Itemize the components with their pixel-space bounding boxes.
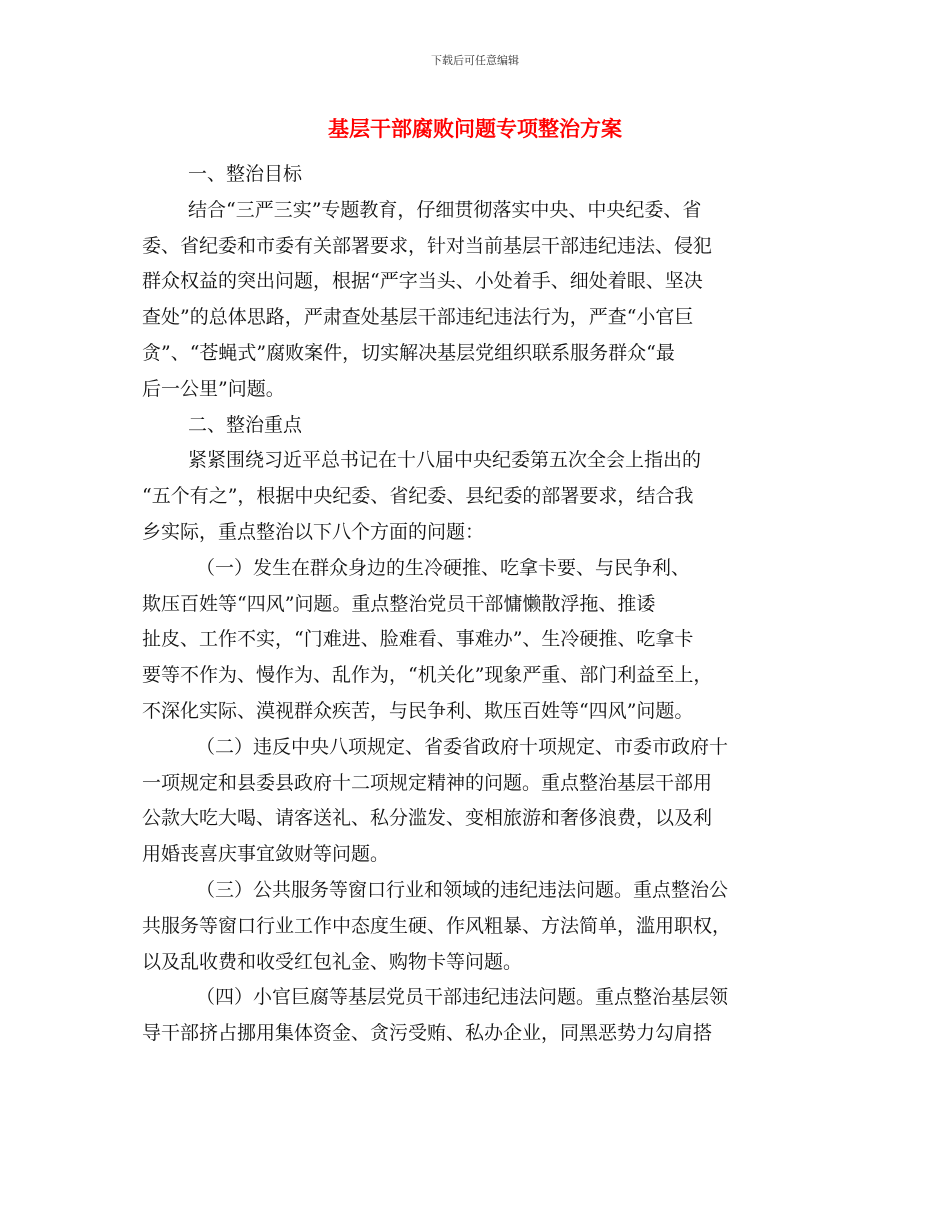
text-line: 扯皮、工作不实，“门难进、脸难看、事难办”、生冷硬推、吃拿卡 [142, 628, 694, 651]
document-title: 基层干部腐败问题专项整治方案 [328, 116, 622, 141]
text-line: 导干部挤占挪用集体资金、贪污受贿、私办企业，同黑恶势力勾肩搭 [142, 1022, 713, 1045]
text-line: 以及乱收费和收受红包礼金、购物卡等问题。 [142, 950, 523, 973]
text-line: 结合“三严三实”专题教育，仔细贯彻落实中央、中央纪委、省 [188, 198, 702, 221]
text-line: 紧紧围绕习近平总书记在十八届中央纪委第五次全会上指出的 [188, 449, 702, 472]
text-line: 一、整治目标 [188, 163, 303, 185]
text-line: 二、整治重点 [188, 413, 303, 436]
text-line: 不深化实际、漠视群众疾苦，与民争利、欺压百姓等“四风”问题。 [142, 699, 694, 722]
document-body [142, 157, 802, 1052]
text-line: 委、省纪委和市委有关部署要求，针对当前基层干部违纪违法、侵犯 [142, 234, 713, 257]
text-line: 一项规定和县委县政府十二项规定精神的问题。重点整治基层干部用 [142, 771, 713, 794]
text-line: “五个有之”，根据中央纪委、省纪委、县纪委的部署要求，结合我 [142, 485, 694, 508]
text-line: （一）发生在群众身边的生冷硬推、吃拿卡要、与民争利、 [196, 556, 691, 579]
text-line: 查处”的总体思路，严肃查处基层干部违纪违法行为，严查“小官巨 [142, 306, 694, 329]
text-line: 乡实际，重点整治以下八个方面的问题： [142, 520, 485, 543]
text-line: （三）公共服务等窗口行业和领域的违纪违法问题。重点整治公 [196, 878, 729, 901]
text-line: 要等不作为、慢作为、乱作为，“机关化”现象严重、部门利益至上， [142, 664, 713, 687]
text-line: 欺压百姓等“四风”问题。重点整治党员干部慵懒散浮拖、推诿 [142, 592, 656, 615]
text-line: 共服务等窗口行业工作中态度生硬、作风粗暴、方法简单，滥用职权， [142, 914, 732, 937]
text-line: （四）小官巨腐等基层党员干部违纪违法问题。重点整治基层领 [196, 986, 729, 1009]
text-line: 后一公里”问题。 [142, 377, 285, 400]
text-line: 用婚丧喜庆事宜敛财等问题。 [142, 843, 390, 866]
text-line: 公款大吃大喝、请客送礼、私分滥发、变相旅游和奢侈浪费，以及利 [142, 807, 713, 830]
page-header-note: 下载后可任意编辑 [431, 54, 519, 67]
text-line: 贪”、“苍蝇式”腐败案件，切实解决基层党组织联系服务群众“最 [142, 341, 675, 364]
text-line: 群众权益的突出问题，根据“严字当头、小处着手、细处着眼、坚决 [142, 270, 703, 293]
text-line: （二）违反中央八项规定、省委省政府十项规定、市委市政府十 [196, 735, 729, 758]
